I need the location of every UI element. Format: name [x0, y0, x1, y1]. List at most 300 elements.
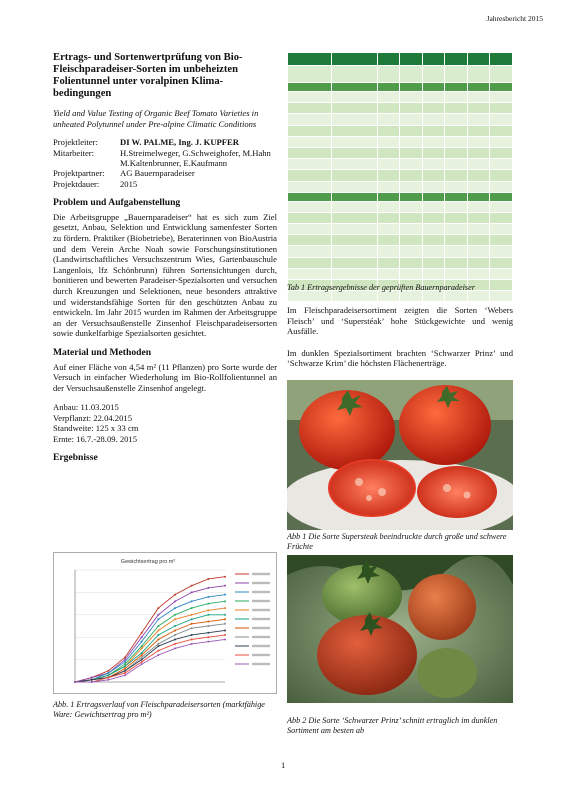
right-column-text [287, 305, 513, 369]
table-cell [490, 147, 513, 158]
date-line: Standweite: 125 x 33 cm [53, 423, 139, 434]
table-cell [331, 246, 377, 257]
table-cell [400, 125, 423, 136]
data-point [157, 650, 159, 652]
table-cell [400, 136, 423, 147]
data-point [207, 596, 209, 598]
data-point [207, 636, 209, 638]
meta-key: Projektdauer: [53, 178, 100, 189]
photo1-caption: Abb 1 Die Sorte Supersteak beeindruckte durch große und schwere Früchte [287, 532, 507, 551]
data-point [207, 614, 209, 616]
table-cell [377, 125, 400, 136]
data-point [124, 674, 126, 676]
table-cell [490, 83, 513, 92]
table-cell [467, 192, 490, 201]
table-cell [400, 92, 423, 103]
english-subtitle: Yield and Value Testing of Organic Beef Tomato Varieties in unheated Polytunnel under Pre-alpine Climatic Conditions [53, 108, 259, 129]
dates-list [53, 402, 277, 444]
table-cell [400, 257, 423, 268]
table-row [288, 235, 513, 246]
table-cell [377, 246, 400, 257]
yield-line-chart [53, 552, 277, 694]
table-row [288, 212, 513, 223]
table-cell [400, 268, 423, 279]
table-cell [422, 257, 445, 268]
table-cell [331, 235, 377, 246]
table-cell [288, 192, 332, 201]
table-row [288, 159, 513, 170]
table-cell [288, 147, 332, 158]
table-cell [288, 224, 332, 235]
table-cell [288, 246, 332, 257]
data-point [191, 585, 193, 587]
legend-label [252, 573, 270, 575]
table-cell [490, 212, 513, 223]
table-cell [490, 224, 513, 235]
table-cell [445, 212, 468, 223]
table-cell [288, 181, 332, 192]
photo2-caption: Abb 2 Die Sorte ‘Schwarzer Prinz’ schnitt ertraglich im dunklen Sortiment am besten ab [287, 716, 498, 735]
data-point [91, 679, 93, 681]
yield-table-wrapper [287, 52, 513, 302]
data-point [124, 670, 126, 672]
meta-key: Projektleiter: [53, 137, 98, 148]
results-paragraph-2: Im dunklen Spezialsortiment brachten ‘Schwarzer Prinz’ und ‘Schwarze Krim’ die höchsten Flächenerträge. [287, 347, 513, 369]
article-title: Ertrags- und Sortenwertprüfung von Bio-Fleischparadeiser-Sorten im unbeheizten Folientunnel unter voralpinen Klima-bedingungen [53, 52, 243, 99]
table-cell [288, 170, 332, 181]
date-line: Verpflanzt: 22.04.2015 [53, 412, 132, 423]
table-cell [288, 212, 332, 223]
table-cell [490, 268, 513, 279]
table-cell [490, 136, 513, 147]
data-point [141, 661, 143, 663]
data-point [141, 636, 143, 638]
schwarzer-prinz-tomato-image [287, 555, 513, 703]
table-cell [422, 103, 445, 114]
table-cell [467, 66, 490, 83]
table-row [288, 201, 513, 212]
data-point [207, 587, 209, 589]
table-cell [377, 136, 400, 147]
table-cell [467, 224, 490, 235]
table-row [288, 246, 513, 257]
table-cell [331, 268, 377, 279]
table-cell [331, 181, 377, 192]
table-row [288, 224, 513, 235]
table-cell [467, 83, 490, 92]
table-cell [400, 66, 423, 83]
table-cell [288, 66, 332, 83]
table-cell [377, 268, 400, 279]
table-cell [377, 53, 400, 66]
table-cell [445, 103, 468, 114]
table-cell [377, 257, 400, 268]
table-cell [467, 147, 490, 158]
table-cell [331, 257, 377, 268]
table-cell [445, 136, 468, 147]
table-cell [400, 181, 423, 192]
table-cell [377, 159, 400, 170]
table-cell [288, 257, 332, 268]
table-cell [422, 66, 445, 83]
table-cell [288, 159, 332, 170]
data-point [174, 618, 176, 620]
data-point [157, 614, 159, 616]
data-point [107, 677, 109, 679]
data-point [107, 674, 109, 676]
legend-label [252, 591, 270, 593]
table-cell [400, 53, 423, 66]
data-point [174, 629, 176, 631]
table-cell [377, 181, 400, 192]
table-cell [445, 66, 468, 83]
meta-value: H.Streimelweger, G.Schweighofer, M.Hahn M.Kaltenbrunner, E.Kaufmann [120, 147, 271, 168]
table-cell [400, 246, 423, 257]
data-point [174, 647, 176, 649]
data-point [141, 645, 143, 647]
table-cell [445, 170, 468, 181]
table-cell [288, 125, 332, 136]
table-cell [467, 159, 490, 170]
table-cell [490, 246, 513, 257]
table-cell [400, 159, 423, 170]
table-cell [445, 257, 468, 268]
table-cell [467, 114, 490, 125]
table-cell [490, 103, 513, 114]
table-cell [467, 235, 490, 246]
table-cell [288, 235, 332, 246]
table-cell [288, 136, 332, 147]
table-cell [467, 125, 490, 136]
table-cell [422, 125, 445, 136]
section-heading-results: Ergebnisse [53, 451, 98, 463]
table-cell [467, 136, 490, 147]
data-point [224, 618, 226, 620]
table-cell [331, 212, 377, 223]
table-caption: Tab 1 Ertragsergebnisse der geprüften Bauernparadeiser [287, 283, 475, 292]
data-point [141, 659, 143, 661]
table-cell [288, 53, 332, 66]
data-point [207, 609, 209, 611]
table-cell [377, 201, 400, 212]
meta-value: DI W. PALME, Ing. J. KUPFER [120, 137, 239, 148]
table-cell [467, 170, 490, 181]
table-cell [400, 224, 423, 235]
table-row [288, 125, 513, 136]
data-point [191, 600, 193, 602]
table-cell [422, 181, 445, 192]
data-point [224, 607, 226, 609]
data-point [224, 634, 226, 636]
data-point [141, 641, 143, 643]
table-row [288, 268, 513, 279]
table-cell [288, 103, 332, 114]
table-cell [422, 192, 445, 201]
table-cell [445, 224, 468, 235]
table-cell [422, 114, 445, 125]
table-cell [377, 92, 400, 103]
section-text-methods: Auf einer Fläche von 4,54 m² (11 Pflanzen) pro Sorte wurde der Versuch in einfacher Wiederholung im Bio-Rollfolientunnel an der Versuchsaußenstelle Zinsenhof angelegt. [53, 361, 277, 393]
data-point [207, 578, 209, 580]
table-cell [377, 66, 400, 83]
table-cell [467, 201, 490, 212]
yield-table [287, 52, 513, 302]
table-cell [288, 83, 332, 92]
data-point [191, 638, 193, 640]
table-cell [377, 212, 400, 223]
table-cell [422, 83, 445, 92]
table-cell [377, 114, 400, 125]
table-cell [445, 192, 468, 201]
data-point [157, 629, 159, 631]
legend-label [252, 582, 270, 584]
data-point [157, 645, 159, 647]
data-point [191, 643, 193, 645]
data-point [174, 643, 176, 645]
table-cell [400, 83, 423, 92]
table-row [288, 136, 513, 147]
table-cell [445, 53, 468, 66]
meta-value: AG Bauernparadeiser [120, 168, 195, 179]
table-cell [490, 257, 513, 268]
table-cell [331, 53, 377, 66]
data-point [224, 614, 226, 616]
table-cell [467, 181, 490, 192]
table-cell [467, 246, 490, 257]
table-cell [422, 246, 445, 257]
table-cell [445, 159, 468, 170]
table-row [288, 53, 513, 66]
data-point [224, 585, 226, 587]
table-cell [422, 147, 445, 158]
data-point [91, 677, 93, 679]
data-point [191, 634, 193, 636]
section-text-problem: Die Arbeitsgruppe „Bauernparadeiser“ hat es sich zum Ziel gesetzt, Anbau, Selektion und Entwicklung samenfester Sorten zu fördern. Praktiker (Biobetriebe), Beraterinnen von BioAustria und dem Verein Arche Noah sowie Forschungsinstitutionen (Landwirtschaftliches Versuchszentrum Wies, Gartenbauschule Langenlois, lfz Schönbrunn) führen Sortensichtungen durch, bonitieren und bewerten Paradeiser-Spezialsorten und versuchen durch Kreuzungen und Selektionen, neue besonders attraktive und widerstandsfähige Sorten für den geschützten Anbau zu entwickeln. Im Jahr 2015 wurden im Rahmen der Arbeitsgruppe an der Versuchsaußenstelle Zinsenhof Fleischparadeisersorten sowie dunkelfarbige Spezialsorten gesichtet. [53, 211, 277, 339]
table-cell [400, 147, 423, 158]
data-point [174, 607, 176, 609]
table-cell [490, 125, 513, 136]
photo-supersteak [287, 380, 513, 530]
table-cell [445, 114, 468, 125]
results-paragraph-1: Im Fleischparadeisersortiment zeigten die Sorten ‘Webers Fleisch’ und ‘Superstéak’ hohe Stückgewichte und wenig Ausfälle. [287, 305, 513, 337]
data-point [174, 625, 176, 627]
table-cell [377, 224, 400, 235]
data-point [224, 594, 226, 596]
data-point [191, 618, 193, 620]
data-point [141, 654, 143, 656]
table-cell [490, 192, 513, 201]
table-cell [467, 92, 490, 103]
table-cell [288, 114, 332, 125]
table-cell [331, 224, 377, 235]
data-point [191, 623, 193, 625]
data-point [107, 672, 109, 674]
table-cell [467, 268, 490, 279]
table-cell [288, 92, 332, 103]
table-cell [490, 170, 513, 181]
table-cell [400, 212, 423, 223]
data-point [157, 638, 159, 640]
data-point [124, 672, 126, 674]
data-point [107, 679, 109, 681]
table-cell [445, 268, 468, 279]
table-cell [490, 235, 513, 246]
supersteak-tomato-image [287, 380, 513, 530]
table-cell [331, 92, 377, 103]
table-row [288, 192, 513, 201]
table-cell [331, 83, 377, 92]
data-point [174, 594, 176, 596]
table-cell [445, 235, 468, 246]
table-cell [331, 66, 377, 83]
meta-value: 2015 [120, 178, 138, 189]
table-cell [331, 103, 377, 114]
data-point [191, 614, 193, 616]
data-point [124, 661, 126, 663]
table-cell [331, 114, 377, 125]
table-row [288, 83, 513, 92]
table-cell [490, 159, 513, 170]
table-cell [422, 235, 445, 246]
data-point [141, 663, 143, 665]
section-heading-problem: Problem und Aufgabenstellung [53, 197, 181, 209]
table-cell [331, 201, 377, 212]
table-cell [445, 246, 468, 257]
table-row [288, 114, 513, 125]
legend-label [252, 636, 270, 638]
data-point [191, 627, 193, 629]
data-point [207, 632, 209, 634]
data-point [141, 656, 143, 658]
data-point [157, 654, 159, 656]
left-column [53, 52, 277, 467]
table-cell [400, 235, 423, 246]
table-cell [490, 66, 513, 83]
data-point [74, 681, 76, 683]
table-cell [288, 201, 332, 212]
table-row [288, 170, 513, 181]
table-cell [422, 201, 445, 212]
table-cell [377, 170, 400, 181]
running-header: Jahresbericht 2015 [486, 14, 543, 23]
table-cell [422, 170, 445, 181]
legend-label [252, 627, 270, 629]
table-cell [331, 192, 377, 201]
table-cell [490, 114, 513, 125]
table-cell [422, 159, 445, 170]
meta-key: Projektpartner: [53, 168, 105, 179]
table-cell [288, 268, 332, 279]
data-point [207, 603, 209, 605]
legend-label [252, 645, 270, 647]
data-point [174, 614, 176, 616]
table-cell [400, 103, 423, 114]
data-point [157, 618, 159, 620]
data-point [124, 663, 126, 665]
date-line: Ernte: 16.7.-28.09. 2015 [53, 433, 138, 444]
table-cell [445, 181, 468, 192]
data-point [224, 629, 226, 631]
table-cell [422, 224, 445, 235]
table-cell [490, 53, 513, 66]
data-point [91, 681, 93, 683]
table-cell [467, 103, 490, 114]
table-cell [422, 268, 445, 279]
table-cell [331, 170, 377, 181]
table-cell [400, 201, 423, 212]
data-point [174, 638, 176, 640]
data-point [191, 607, 193, 609]
table-cell [490, 201, 513, 212]
table-cell [445, 201, 468, 212]
data-point [124, 668, 126, 670]
table-cell [331, 147, 377, 158]
data-point [191, 591, 193, 593]
data-point [157, 607, 159, 609]
table-cell [400, 114, 423, 125]
table-cell [445, 92, 468, 103]
data-point [174, 634, 176, 636]
photo-schwarzer-prinz [287, 555, 513, 703]
legend-label [252, 654, 270, 656]
data-point [141, 647, 143, 649]
data-point [157, 643, 159, 645]
data-point [224, 600, 226, 602]
table-cell [467, 53, 490, 66]
table-row [288, 257, 513, 268]
table-row [288, 181, 513, 192]
table-cell [400, 170, 423, 181]
data-point [157, 625, 159, 627]
table-cell [422, 136, 445, 147]
table-cell [422, 92, 445, 103]
table-row [288, 103, 513, 114]
table-cell [422, 212, 445, 223]
data-point [107, 670, 109, 672]
meta-key: Mitarbeiter: [53, 147, 95, 158]
data-point [174, 600, 176, 602]
table-cell [377, 192, 400, 201]
legend-label [252, 609, 270, 611]
table-cell [490, 92, 513, 103]
project-meta-table [53, 137, 277, 189]
table-row [288, 92, 513, 103]
data-point [224, 638, 226, 640]
data-point [224, 623, 226, 625]
table-cell [377, 83, 400, 92]
data-point [224, 576, 226, 578]
table-row [288, 147, 513, 158]
page-number: 1 [281, 760, 286, 770]
legend-label [252, 663, 270, 665]
section-heading-methods: Material und Methoden [53, 346, 152, 358]
table-cell [377, 147, 400, 158]
legend-label [252, 618, 270, 620]
figure1-caption: Abb. 1 Ertragsverlauf von Fleischparadeisersorten (marktfähige Ware: Gewichtsertrag pro m²) [53, 700, 265, 719]
table-cell [377, 103, 400, 114]
chart-title: Gewichtsertrag pro m² [120, 559, 176, 565]
table-cell [400, 192, 423, 201]
data-point [207, 625, 209, 627]
table-cell [422, 53, 445, 66]
table-row [288, 66, 513, 83]
table-cell [490, 181, 513, 192]
data-point [141, 632, 143, 634]
data-point [124, 665, 126, 667]
table-cell [445, 147, 468, 158]
table-cell [445, 83, 468, 92]
table-cell [467, 257, 490, 268]
